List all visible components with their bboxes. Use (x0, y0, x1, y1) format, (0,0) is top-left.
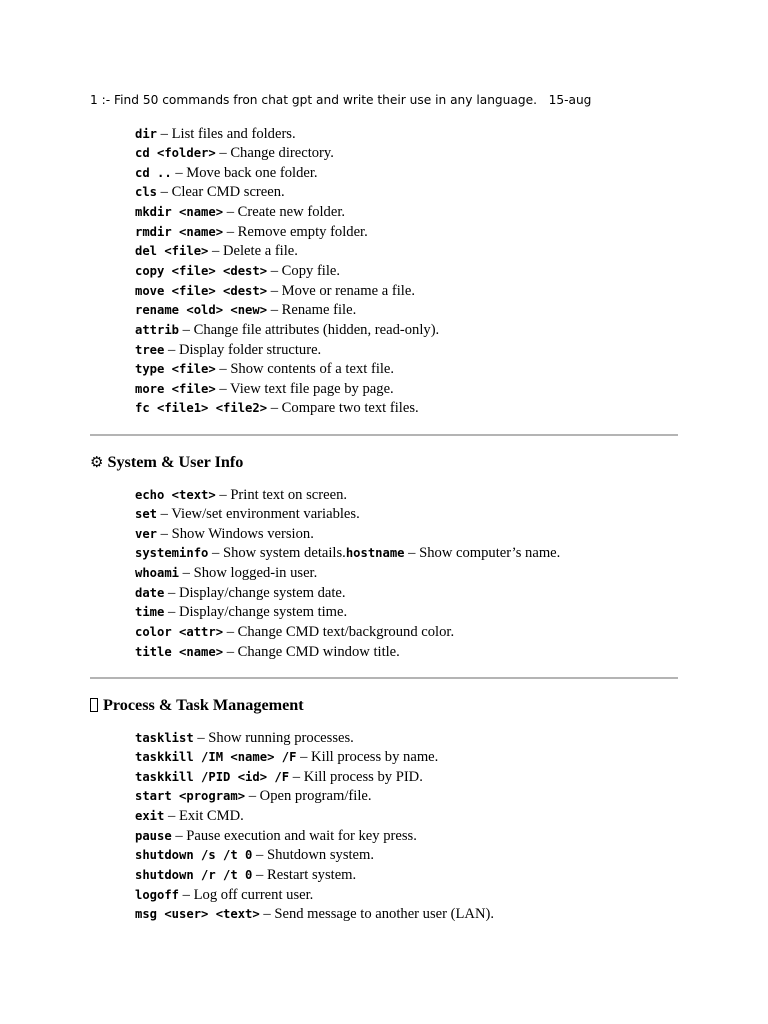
command-code: date (135, 585, 165, 600)
command-description: – Copy file. (267, 262, 341, 279)
command-description: – Print text on screen. (215, 486, 348, 503)
command-code: mkdir <name> (135, 205, 224, 220)
command-code: set (135, 507, 158, 522)
list-item-text (135, 486, 347, 506)
list-item-text (135, 505, 360, 525)
command-description: – List files and folders. (157, 125, 296, 142)
command-description: – Display/change system date. (164, 584, 346, 601)
command-code: taskkill /IM <name> /F (135, 750, 297, 765)
list-item-text (135, 827, 417, 847)
list-item-text (135, 223, 368, 243)
list-item-text (135, 203, 345, 223)
command-code: cd .. (135, 165, 172, 180)
list-item-text (135, 125, 296, 145)
command-code: copy <file> <dest> (135, 263, 268, 278)
list-item-text (135, 544, 560, 564)
command-description: – Show computer’s name. (404, 545, 561, 562)
list-item-text (135, 623, 454, 643)
command-description: – Change CMD window title. (223, 643, 400, 660)
command-code: logoff (135, 887, 180, 902)
list-item-text (135, 603, 347, 623)
list-item-text (135, 183, 285, 203)
command-description: – Display/change system time. (164, 604, 348, 621)
list-item-text (135, 886, 313, 906)
list-item-text (135, 564, 317, 584)
list-item-text (135, 262, 340, 282)
command-description: – Show logged-in user. (179, 565, 318, 582)
command-code: pause (135, 828, 172, 843)
command-code: taskkill /PID <id> /F (135, 769, 290, 784)
gear-icon: ⚙ (90, 453, 104, 471)
list-item-text (135, 807, 244, 827)
list-item-text (135, 729, 354, 749)
section-divider (90, 434, 678, 436)
command-code: rename <old> <new> (135, 303, 268, 318)
command-description: – Restart system. (252, 866, 357, 883)
command-code: whoami (135, 566, 180, 581)
command-code: title <name> (135, 644, 224, 659)
command-description: – Display folder structure. (164, 341, 322, 358)
list-item-text (135, 380, 394, 400)
command-description: – Show running processes. (193, 729, 354, 746)
command-description: – Move or rename a file. (267, 282, 415, 299)
command-description: – Change directory. (215, 145, 334, 162)
command-code: echo <text> (135, 487, 216, 502)
command-code: exit (135, 809, 165, 824)
command-description: – Change file attributes (hidden, read-only). (179, 321, 440, 338)
command-description: – Shutdown system. (252, 847, 375, 864)
missing-glyph-icon (90, 698, 98, 712)
command-description: – Open program/file. (245, 788, 372, 805)
command-description: – Delete a file. (208, 243, 298, 260)
command-description: – Remove empty folder. (223, 223, 368, 240)
list-item-text (135, 787, 372, 807)
list-item-text (135, 643, 400, 663)
list-item-text (135, 525, 314, 545)
command-code: fc <file1> <file2> (135, 401, 268, 416)
section-divider (90, 677, 678, 679)
command-description: – View/set environment variables. (157, 506, 360, 523)
command-code: color <attr> (135, 624, 224, 639)
command-description: – Compare two text files. (267, 400, 419, 417)
command-description: – View text file page by page. (215, 380, 394, 397)
page-title: 1 :- Find 50 commands fron chat gpt and write their use in any language. 15-aug (90, 93, 592, 107)
command-description: – Move back one folder. (171, 164, 318, 181)
command-description: – Kill process by PID. (289, 768, 423, 785)
command-code: msg <user> <text> (135, 907, 260, 922)
list-item-text (135, 905, 494, 925)
list-item-text (135, 768, 423, 788)
command-code: del <file> (135, 244, 209, 259)
command-code: systeminfo (135, 546, 209, 561)
list-item-text (135, 242, 298, 262)
command-code: move <file> <dest> (135, 283, 268, 298)
command-description: – Send message to another user (LAN). (259, 906, 494, 923)
command-code: tasklist (135, 730, 194, 745)
command-code: rmdir <name> (135, 224, 224, 239)
command-code: dir (135, 126, 158, 141)
list-item-text (135, 866, 356, 886)
list-item-text (135, 341, 321, 361)
list-item-text (135, 144, 334, 164)
section-heading-process-task-management (90, 695, 304, 715)
list-item-text (135, 399, 419, 419)
command-code: start <program> (135, 789, 246, 804)
command-description: – Show Windows version. (157, 525, 314, 542)
list-item-text (135, 282, 415, 302)
command-description: – Create new folder. (223, 204, 346, 221)
list-item-text (135, 584, 346, 604)
command-description: – Show system details. (208, 545, 346, 562)
list-item-text (135, 748, 438, 768)
command-code: cls (135, 185, 158, 200)
command-description: – Log off current user. (179, 886, 314, 903)
command-code: shutdown /s /t 0 (135, 848, 253, 863)
list-item-text (135, 846, 374, 866)
command-code: shutdown /r /t 0 (135, 867, 253, 882)
command-code: attrib (135, 322, 180, 337)
command-code: ver (135, 526, 158, 541)
command-code: cd <folder> (135, 146, 216, 161)
list-item-text (135, 301, 356, 321)
list-item-text (135, 321, 439, 341)
command-description: – Pause execution and wait for key press. (171, 827, 417, 844)
command-description: – Exit CMD. (164, 808, 244, 825)
list-item-text (135, 164, 318, 184)
command-code: hostname (345, 546, 405, 561)
command-code: more <file> (135, 381, 216, 396)
command-description: – Kill process by name. (296, 749, 439, 766)
command-description: – Change CMD text/background color. (223, 623, 455, 640)
section-heading-system-user-info (90, 452, 243, 472)
section-heading-label: System & User Info (107, 453, 244, 471)
command-description: – Show contents of a text file. (215, 361, 395, 378)
command-code: type <file> (135, 362, 216, 377)
command-description: – Rename file. (267, 302, 357, 319)
command-code: tree (135, 342, 165, 357)
command-description: – Clear CMD screen. (157, 184, 285, 201)
section-heading-label: Process & Task Management (103, 696, 304, 714)
command-code: time (135, 605, 165, 620)
list-item-text (135, 360, 394, 380)
